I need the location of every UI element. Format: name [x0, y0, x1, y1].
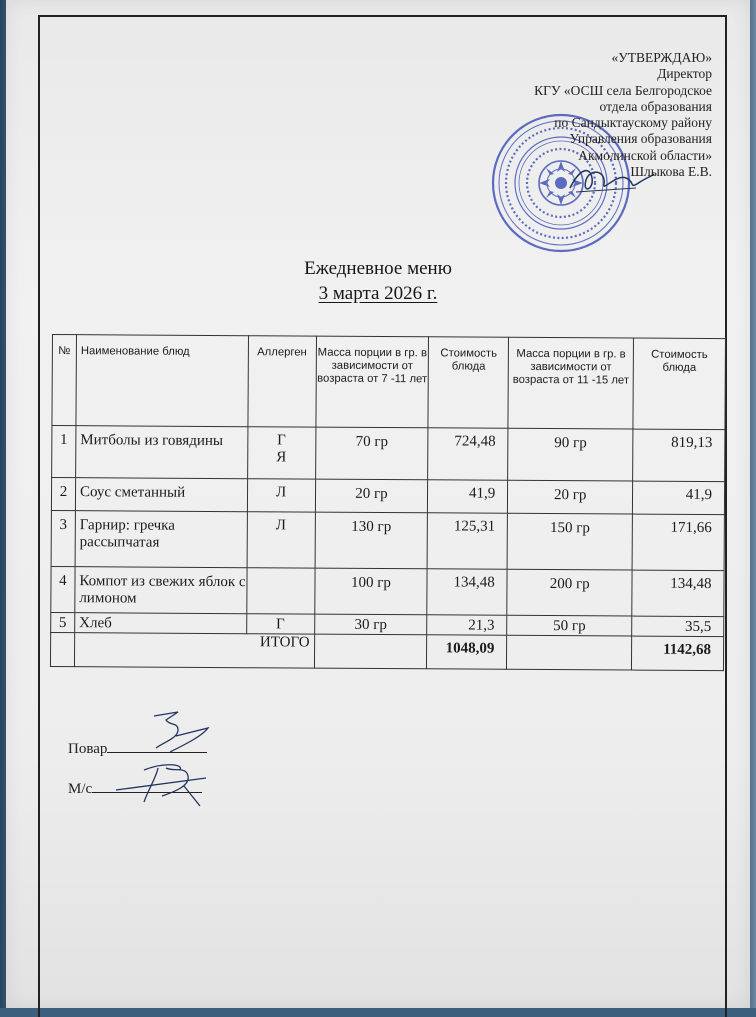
cost-11-15: 35,5	[632, 616, 724, 637]
approval-line: отдела образования	[599, 98, 712, 114]
mass-7-11: 70 гр	[315, 427, 428, 480]
approval-line: Управления образования	[569, 131, 712, 147]
row-number: 2	[51, 478, 75, 511]
approval-line: «УТВЕРЖДАЮ»	[611, 50, 712, 65]
cost-7-11: 125,31	[427, 513, 507, 569]
approval-line: КГУ «ОСШ села Белгородское	[534, 82, 712, 98]
mass-11-15: 150 гр	[507, 513, 632, 570]
dish-name: Митболы из говядины	[76, 426, 248, 479]
mass-7-11: 30 гр	[314, 614, 427, 635]
header-mass-7-11: Масса порции в гр. в зависимости от возраста от 7 -11 лет	[315, 336, 428, 428]
header-cost-7-11: Стоимость блюда	[428, 337, 508, 428]
cost-7-11: 21,3	[427, 615, 507, 635]
allergen	[246, 568, 314, 614]
row-number: 4	[51, 566, 75, 612]
total-empty-cell	[507, 635, 632, 670]
row-number: 1	[52, 426, 76, 478]
cook-signature	[146, 708, 226, 756]
table-row	[51, 510, 724, 570]
approval-line: Шлыкова Е.В.	[630, 164, 712, 180]
date-text: 3 марта 2026 г.	[318, 283, 438, 304]
cost-11-15: 134,48	[632, 570, 724, 617]
header-cost-11-15: Стоимость блюда	[633, 338, 725, 430]
approval-line: по Сандыктаускому району	[554, 115, 712, 131]
approval-line: Акмолинской области»	[578, 147, 712, 163]
header-allergen: Аллерген	[248, 336, 316, 427]
header-dish-name: Наименование блюд	[76, 335, 248, 427]
mass-7-11: 100 гр	[314, 568, 427, 615]
total-empty-cell	[50, 632, 74, 666]
approval-line: Директор	[657, 66, 712, 82]
mass-11-15: 50 гр	[507, 615, 632, 636]
row-number: 5	[51, 612, 75, 632]
dish-name: Гарнир: гречка рассыпчатая	[75, 511, 247, 568]
header-number: №	[52, 335, 77, 426]
mass-11-15: 200 гр	[507, 569, 632, 616]
total-cost-11-15: 1142,68	[632, 636, 724, 671]
dish-name: Компот из свежих яблок с лимоном	[75, 567, 247, 614]
allergen: Л	[247, 512, 315, 568]
menu-table	[50, 334, 726, 671]
allergen: Г Я	[247, 427, 315, 479]
allergen: Г	[246, 614, 314, 634]
dish-name: Соус сметанный	[75, 478, 247, 512]
title-text: Ежедневное меню	[304, 258, 452, 279]
table-header-row	[52, 335, 726, 430]
cost-11-15: 171,66	[632, 514, 724, 571]
document-title	[6, 258, 750, 280]
mass-7-11: 130 гр	[315, 512, 428, 569]
approval-block	[412, 50, 712, 180]
table-row	[51, 566, 724, 616]
document-date	[6, 283, 750, 305]
cook-label: Повар	[68, 741, 108, 757]
table-row	[51, 478, 724, 515]
total-cost-7-11: 1048,09	[427, 635, 507, 669]
total-empty-cell	[314, 634, 427, 669]
dish-name: Хлеб	[75, 613, 247, 634]
cost-11-15: 41,9	[632, 481, 724, 515]
cost-7-11: 134,48	[427, 569, 507, 615]
nurse-label: М/с	[68, 781, 93, 797]
row-number: 3	[51, 510, 75, 566]
mass-11-15: 90 гр	[508, 428, 633, 481]
total-label: ИТОГО	[74, 633, 314, 668]
cost-11-15: 819,13	[633, 429, 725, 482]
document-sheet	[6, 0, 750, 1008]
header-mass-11-15: Масса порции в гр. в зависимости от возраста от 11 -15 лет	[508, 337, 633, 429]
nurse-signature	[114, 756, 214, 812]
mass-11-15: 20 гр	[508, 480, 633, 514]
cost-7-11: 724,48	[428, 428, 508, 480]
cost-7-11: 41,9	[428, 480, 508, 513]
total-row	[50, 632, 723, 670]
allergen: Л	[247, 479, 315, 512]
table-row	[52, 426, 725, 482]
mass-7-11: 20 гр	[315, 479, 428, 513]
